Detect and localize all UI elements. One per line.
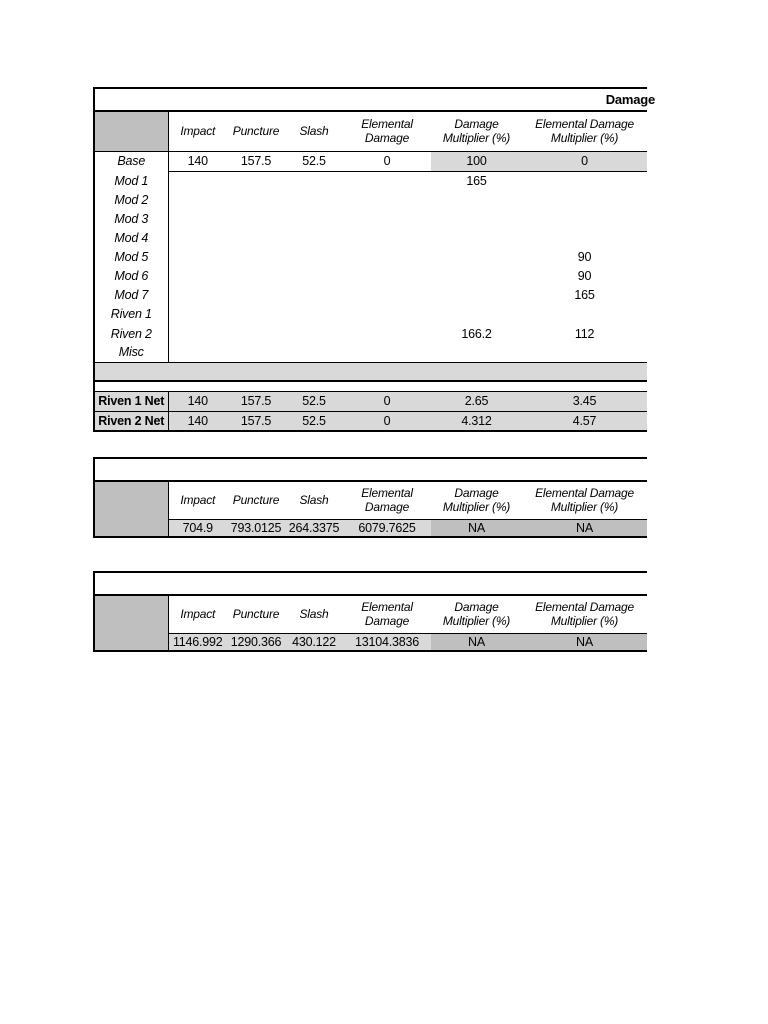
header-corner — [94, 111, 168, 151]
cell[interactable] — [168, 324, 227, 343]
damage-table — [93, 87, 656, 432]
cell[interactable] — [285, 266, 343, 285]
cell[interactable] — [168, 343, 227, 362]
cell[interactable] — [343, 324, 431, 343]
table-row — [94, 228, 647, 247]
row-label: Riven 2 Net — [94, 411, 168, 431]
table-row-base — [94, 151, 647, 171]
cell[interactable] — [168, 228, 227, 247]
cell[interactable] — [285, 343, 343, 362]
cell[interactable]: 140 — [168, 151, 227, 171]
row-label: Mod 4 — [94, 228, 168, 247]
cell[interactable]: 264.3375 — [285, 519, 343, 537]
row-label: Mod 2 — [94, 190, 168, 209]
cell[interactable]: NA — [431, 519, 522, 537]
row-label: Mod 6 — [94, 266, 168, 285]
cell[interactable] — [227, 324, 285, 343]
cell[interactable] — [227, 266, 285, 285]
cell[interactable] — [343, 304, 431, 324]
cell[interactable] — [227, 285, 285, 304]
cell[interactable] — [431, 266, 522, 285]
cell[interactable] — [522, 190, 647, 209]
cell[interactable]: 13104.3836 — [343, 633, 431, 651]
cell[interactable]: 1290.366 — [227, 633, 285, 651]
col-header-slash: Slash — [299, 493, 329, 508]
table-row — [94, 247, 647, 266]
cell[interactable]: 0 — [343, 411, 431, 431]
cell[interactable]: 165 — [466, 173, 487, 188]
table-row — [94, 304, 647, 324]
table-row — [94, 171, 647, 190]
table-title-bar — [94, 458, 647, 481]
cell[interactable]: 0 — [343, 151, 431, 171]
col-header-damage-multiplier: Damage Multiplier (%) — [442, 486, 511, 515]
cell[interactable] — [168, 304, 227, 324]
cell[interactable]: 90 — [577, 268, 592, 283]
cell[interactable]: 157.5 — [227, 391, 285, 411]
cell[interactable] — [285, 247, 343, 266]
cell[interactable] — [343, 190, 431, 209]
col-header-elemental-damage-multiplier: Elemental Damage Multiplier (%) — [535, 117, 634, 146]
cell[interactable] — [343, 171, 431, 190]
col-header-slash: Slash — [299, 124, 329, 139]
cell[interactable] — [227, 190, 285, 209]
cell[interactable] — [285, 190, 343, 209]
cell[interactable] — [285, 324, 343, 343]
cell[interactable] — [343, 247, 431, 266]
col-header-elemental-damage-multiplier: Elemental Damage Multiplier (%) — [535, 486, 634, 515]
cell[interactable] — [227, 304, 285, 324]
cell[interactable] — [431, 304, 522, 324]
cell[interactable]: 0 — [522, 151, 647, 171]
col-header-slash: Slash — [299, 607, 329, 622]
cell[interactable] — [522, 304, 647, 324]
row-label: Mod 1 — [94, 171, 168, 190]
col-header-puncture: Puncture — [232, 493, 280, 508]
cell[interactable]: 52.5 — [285, 151, 343, 171]
cell[interactable] — [431, 228, 522, 247]
cell[interactable] — [227, 228, 285, 247]
header-corner — [94, 595, 168, 651]
col-header-impact: Impact — [180, 124, 216, 139]
row-label: Mod 7 — [94, 285, 168, 304]
table-title-bar — [94, 572, 647, 595]
cell[interactable] — [168, 285, 227, 304]
col-header-elemental-damage: Elemental Damage — [361, 486, 413, 515]
row-label: Riven 1 — [94, 304, 168, 324]
cell[interactable]: 704.9 — [168, 519, 227, 537]
col-header-elemental-damage-multiplier: Elemental Damage Multiplier (%) — [535, 600, 634, 629]
col-header-puncture: Puncture — [232, 607, 280, 622]
cell[interactable] — [168, 171, 227, 190]
riven-1-results-table — [93, 457, 646, 538]
cell[interactable]: 100 — [431, 151, 522, 171]
cell[interactable] — [343, 209, 431, 228]
cell[interactable]: 0 — [343, 391, 431, 411]
cell[interactable]: 140 — [168, 391, 227, 411]
separator-row — [94, 362, 647, 381]
cell[interactable] — [343, 266, 431, 285]
col-header-elemental-damage: Elemental Damage — [361, 117, 413, 146]
header-corner — [94, 481, 168, 537]
cell[interactable]: 157.5 — [227, 151, 285, 171]
cell[interactable]: 90 — [577, 249, 592, 264]
table-row — [94, 209, 647, 228]
cell[interactable] — [285, 228, 343, 247]
cell[interactable] — [522, 343, 647, 362]
cell[interactable] — [431, 190, 522, 209]
cell[interactable]: 140 — [168, 411, 227, 431]
cell[interactable]: 165 — [574, 287, 595, 302]
cell[interactable]: NA — [522, 519, 647, 537]
cell[interactable] — [522, 228, 647, 247]
row-label: Misc — [94, 343, 168, 362]
cell[interactable]: 4.312 — [431, 411, 522, 431]
cell[interactable] — [343, 228, 431, 247]
cell[interactable]: 157.5 — [227, 411, 285, 431]
col-header-impact: Impact — [180, 607, 216, 622]
table-row — [94, 266, 647, 285]
cell[interactable] — [227, 209, 285, 228]
cell[interactable]: 6079.7625 — [343, 519, 431, 537]
cell[interactable] — [168, 190, 227, 209]
cell[interactable] — [285, 285, 343, 304]
table-row — [94, 343, 647, 362]
riven-2-results-table — [93, 571, 646, 652]
table-row — [94, 519, 647, 537]
cell[interactable] — [168, 247, 227, 266]
cell[interactable] — [168, 209, 227, 228]
cell[interactable] — [431, 247, 522, 266]
row-label: Mod 3 — [94, 209, 168, 228]
table-row — [94, 633, 647, 651]
cell[interactable] — [227, 171, 285, 190]
cell[interactable] — [285, 304, 343, 324]
col-header-elemental-damage: Elemental Damage — [361, 600, 413, 629]
cell[interactable] — [285, 209, 343, 228]
table-title: Damage — [94, 88, 647, 111]
cell[interactable]: 3.45 — [522, 391, 647, 411]
cell[interactable]: NA — [431, 633, 522, 651]
cell[interactable] — [522, 171, 647, 190]
cell[interactable] — [522, 209, 647, 228]
cell[interactable]: 112 — [574, 326, 595, 341]
cell[interactable] — [431, 209, 522, 228]
table-row-riven-2-net — [94, 411, 647, 431]
cell[interactable] — [285, 171, 343, 190]
col-header-damage-multiplier: Damage Multiplier (%) — [442, 600, 511, 629]
table-row — [94, 190, 647, 209]
cell[interactable]: 4.57 — [522, 411, 647, 431]
cell[interactable] — [431, 343, 522, 362]
cell[interactable]: 166.2 — [461, 326, 492, 341]
cell[interactable]: 52.5 — [285, 391, 343, 411]
cell[interactable] — [227, 343, 285, 362]
cell[interactable]: 2.65 — [431, 391, 522, 411]
row-label: Mod 5 — [94, 247, 168, 266]
cell[interactable]: NA — [522, 633, 647, 651]
col-header-damage-multiplier: Damage Multiplier (%) — [442, 117, 511, 146]
table-row — [94, 324, 647, 343]
table-row-riven-1-net — [94, 391, 647, 411]
row-label: Base — [94, 151, 168, 171]
cell[interactable]: 793.0125 — [227, 519, 285, 537]
table-row — [94, 285, 647, 304]
cell[interactable]: 52.5 — [285, 411, 343, 431]
row-label: Riven 1 Net — [94, 391, 168, 411]
cell[interactable] — [227, 247, 285, 266]
cell[interactable] — [343, 285, 431, 304]
cell[interactable] — [168, 266, 227, 285]
cell[interactable] — [343, 343, 431, 362]
row-label: Riven 2 — [94, 324, 168, 343]
col-header-puncture: Puncture — [232, 124, 280, 139]
cell[interactable] — [431, 285, 522, 304]
cell[interactable]: 1146.992 — [168, 633, 227, 651]
cell[interactable]: 430.122 — [285, 633, 343, 651]
col-header-impact: Impact — [180, 493, 216, 508]
